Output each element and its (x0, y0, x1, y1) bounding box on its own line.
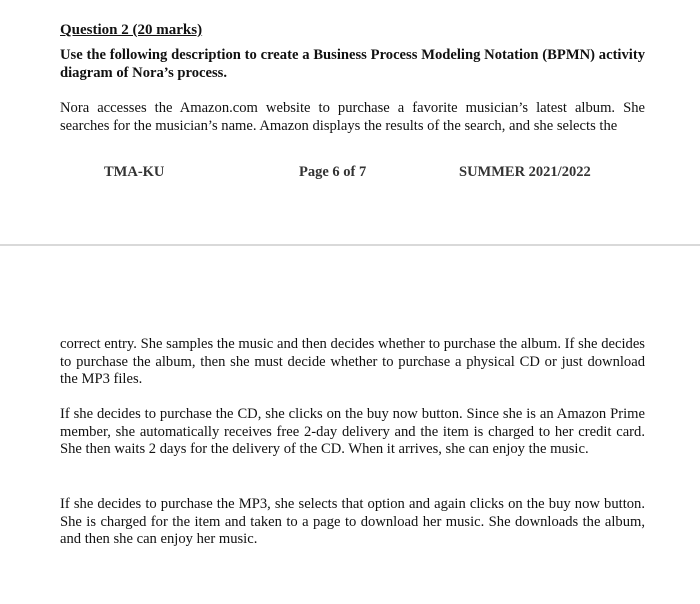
footer-page-number: Page 6 of 7 (299, 164, 367, 180)
question-instruction: Use the following description to create a Business Process Modeling Notation (BPMN) activity diagram of Nora’s process. (60, 47, 645, 81)
page-6 (0, 0, 700, 244)
page-7 (0, 246, 700, 604)
question-heading: Question 2 (20 marks) (60, 22, 203, 38)
footer-course-code: TMA-KU (104, 164, 165, 180)
paragraph-intro: Nora accesses the Amazon.com website to purchase a favorite musician’s latest album. She searches for the musician’s name. Amazon displays the results of the search, and she selects the (60, 100, 645, 134)
paragraph-intro-continued: correct entry. She samples the music and then decides whether to purchase the album. If she decides to purchase the album, then she must decide whether to purchase a physical CD or just download the MP3 files. (60, 336, 645, 387)
paragraph-cd-path: If she decides to purchase the CD, she clicks on the buy now button. Since she is an Amazon Prime member, she automatically receives free 2-day delivery and the item is charged to her credit card. She then waits 2 days for the delivery of the CD. When it arrives, she can enjoy the music. (60, 406, 645, 457)
footer-term: SUMMER 2021/2022 (459, 164, 591, 180)
paragraph-mp3-path: If she decides to purchase the MP3, she selects that option and again clicks on the buy now button. She is charged for the item and taken to a page to download her music. She downloads the album, and then she can enjoy her music. (60, 496, 645, 547)
